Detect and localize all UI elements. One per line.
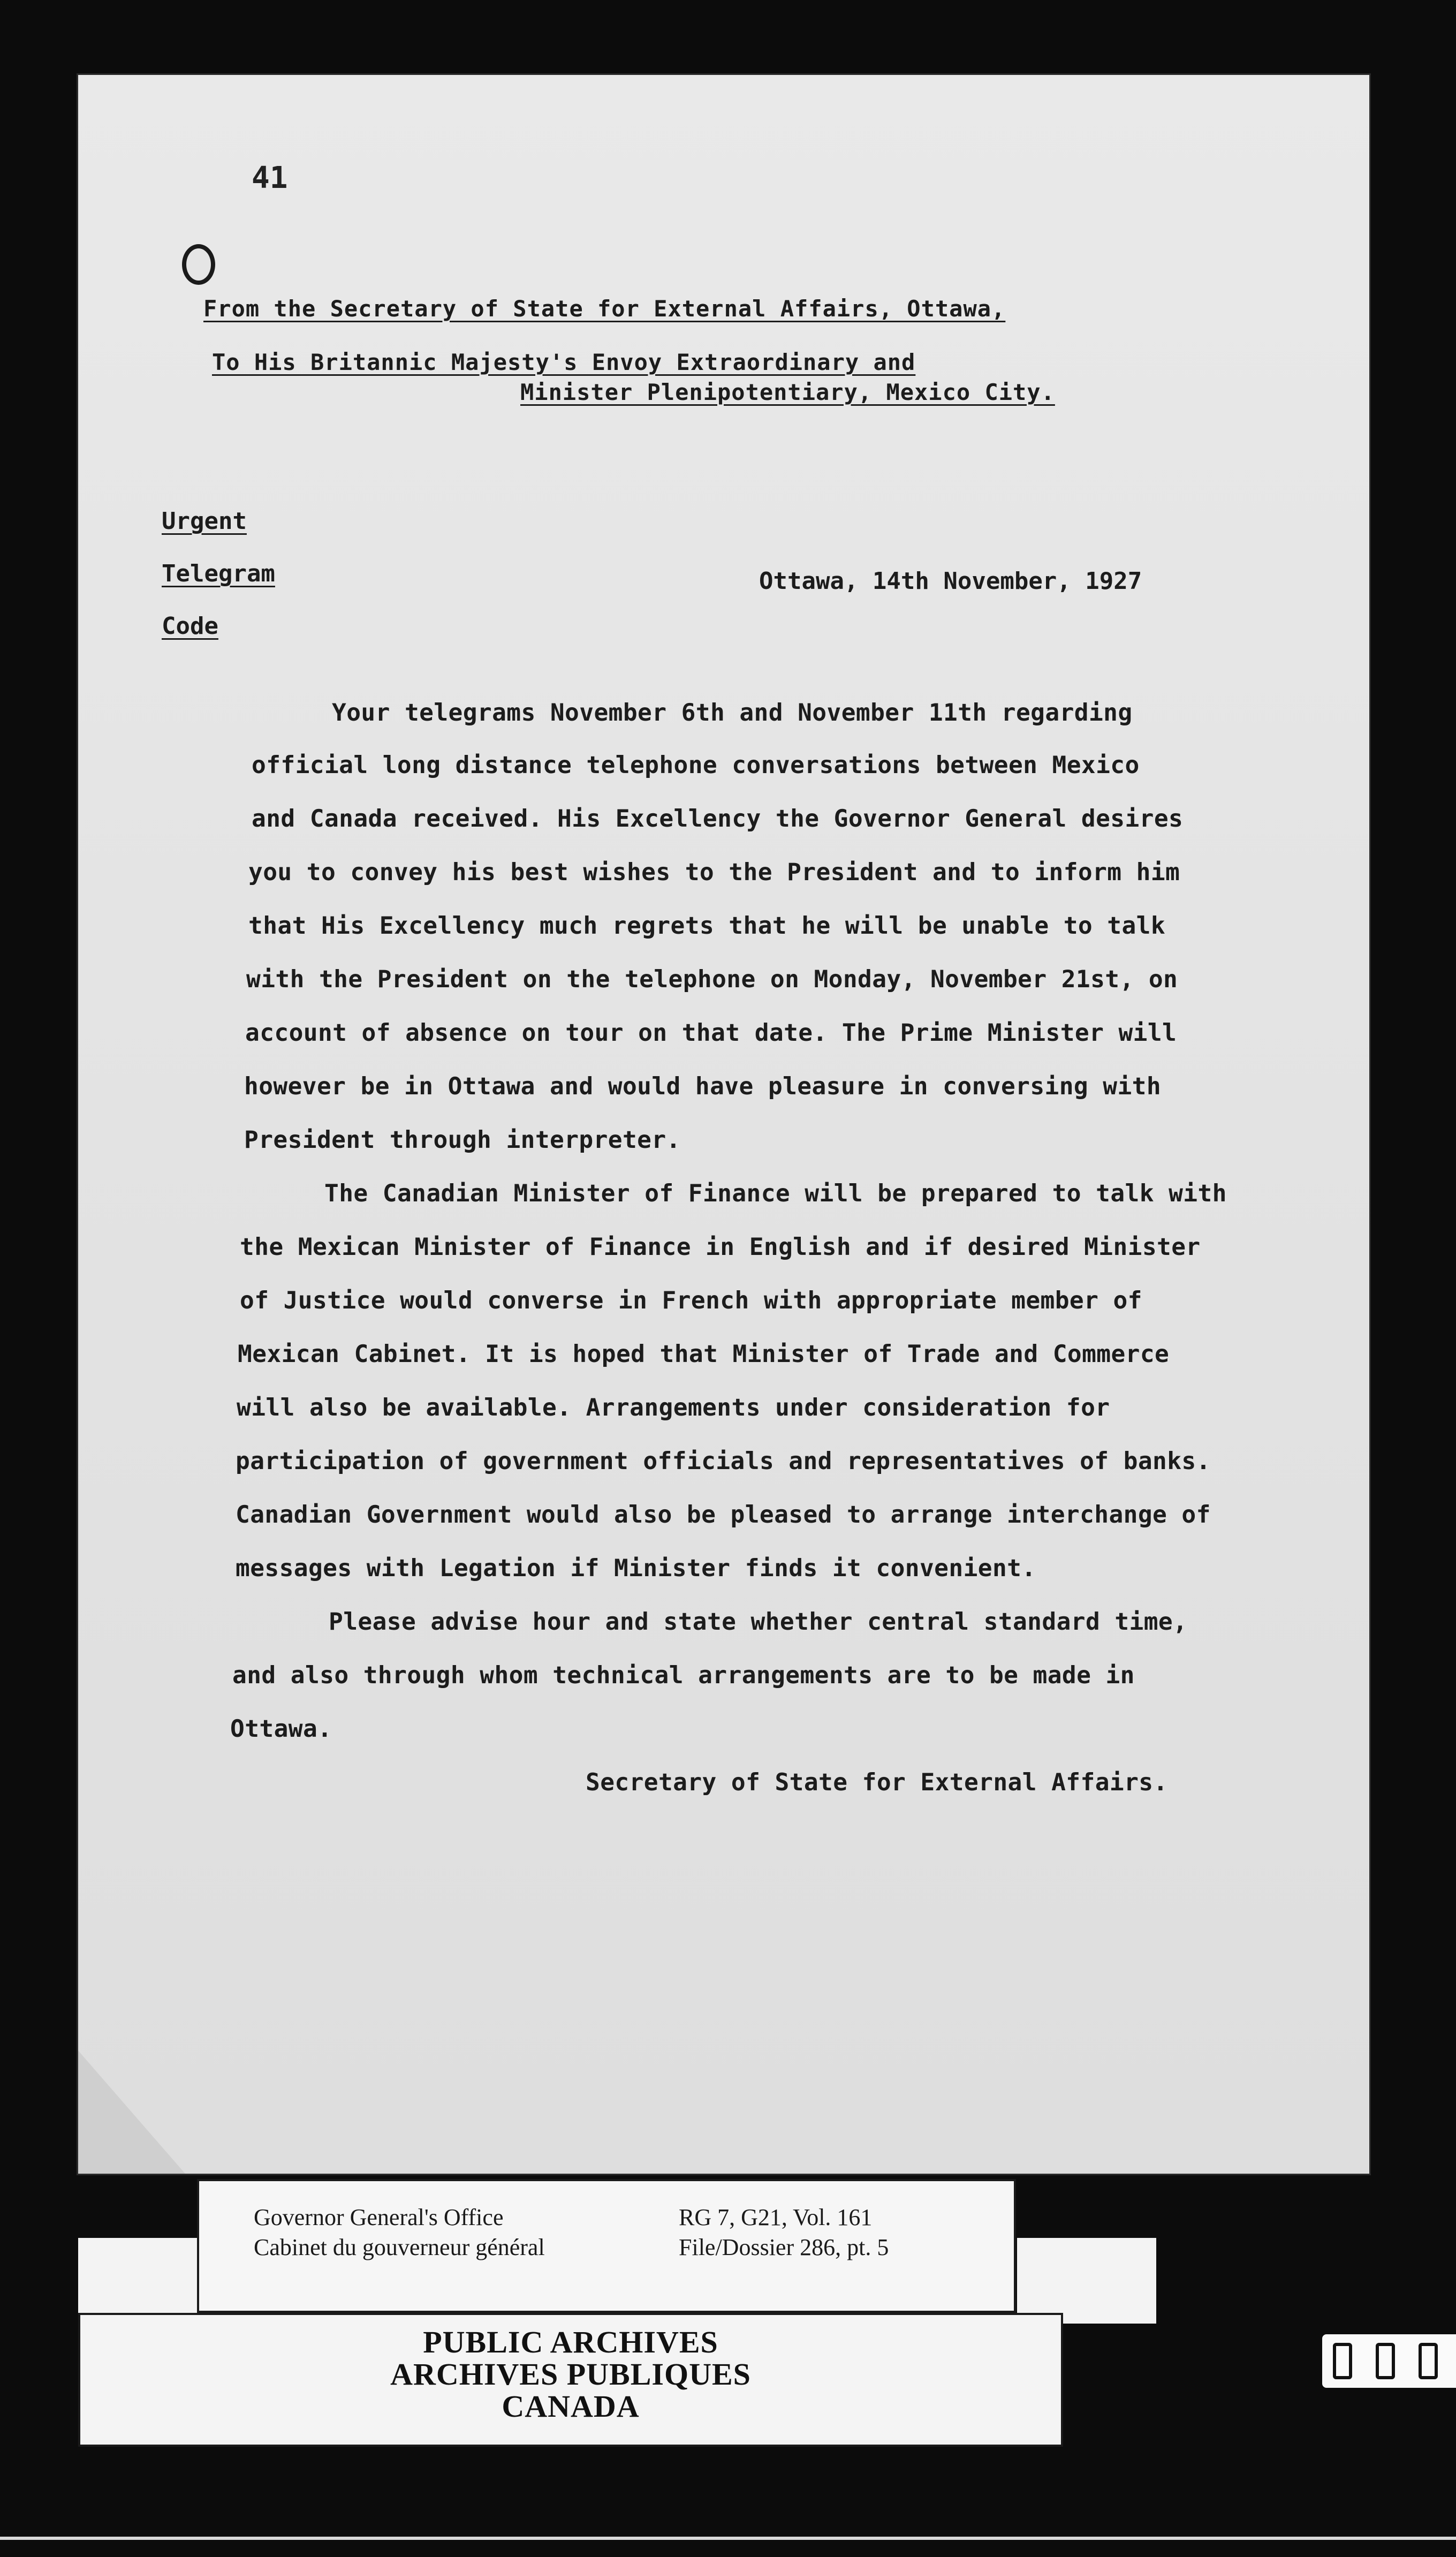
paragraph-2-line: The Canadian Minister of Finance will be prepared to talk with: [324, 1180, 1227, 1207]
paragraph-2-line: Canadian Government would also be pleased to arrange interchange of: [236, 1501, 1211, 1529]
paragraph-1-line: account of absence on tour on that date. The Prime Minister will: [245, 1019, 1177, 1047]
code-label: Code: [162, 612, 218, 640]
office-french: Cabinet du gouverneur général: [254, 2234, 545, 2260]
paragraph-2-line: messages with Legation if Minister finds it convenient.: [236, 1555, 1036, 1582]
urgent-label: Urgent: [162, 508, 247, 535]
paragraph-2-line: of Justice would converse in French with appropriate member of: [240, 1287, 1142, 1314]
ink-blot-mark: [182, 244, 215, 285]
heading-to-line-2: Minister Plenipotentiary, Mexico City.: [520, 379, 1055, 405]
signature-line: Secretary of State for External Affairs.: [586, 1769, 1168, 1796]
frame-digit-mark: [1376, 2343, 1395, 2379]
archive-reference: RG 7, G21, Vol. 161: [679, 2204, 873, 2230]
paragraph-1-line: however be in Ottawa and would have pleasure in conversing with: [244, 1073, 1162, 1100]
paragraph-3-line: and also through whom technical arrangements are to be made in: [232, 1662, 1135, 1689]
paragraph-2-line: the Mexican Minister of Finance in English and if desired Minister: [240, 1234, 1201, 1261]
frame-digit-mark: [1419, 2343, 1438, 2379]
archive-file: File/Dossier 286, pt. 5: [679, 2234, 889, 2260]
office-english: Governor General's Office: [254, 2204, 504, 2230]
paragraph-2-line: will also be available. Arrangements under consideration for: [237, 1394, 1110, 1421]
paragraph-1-line: with the President on the telephone on Monday, November 21st, on: [246, 966, 1178, 993]
paragraph-1-line: you to convey his best wishes to the President and to inform him: [248, 859, 1180, 886]
label-backing-right: [1017, 2238, 1156, 2324]
paragraph-1-line: President through interpreter.: [244, 1126, 681, 1154]
paragraph-1-line: and Canada received. His Excellency the Governor General desires: [252, 805, 1184, 833]
archives-french: ARCHIVES PUBLIQUES: [390, 2357, 751, 2392]
folded-corner: [78, 2051, 185, 2174]
date-line: Ottawa, 14th November, 1927: [759, 568, 1142, 595]
paragraph-1-line: official long distance telephone conversations between Mexico: [252, 752, 1140, 779]
paragraph-2-line: participation of government officials and representatives of banks.: [236, 1448, 1211, 1475]
paragraph-1-line: Your telegrams November 6th and November 11th regarding: [332, 699, 1133, 727]
archives-country: CANADA: [502, 2389, 640, 2424]
paragraph-1-line: that His Excellency much regrets that he will be unable to talk: [248, 912, 1166, 940]
paragraph-3-line: Ottawa.: [230, 1715, 332, 1743]
page-number: 41: [252, 161, 288, 195]
heading-to-line-1: To His Britannic Majesty's Envoy Extraordinary and: [212, 349, 916, 375]
frame-digit-mark: [1333, 2343, 1352, 2379]
paragraph-2-line: Mexican Cabinet. It is hoped that Minister of Trade and Commerce: [238, 1341, 1170, 1368]
paragraph-3-line: Please advise hour and state whether central standard time,: [329, 1608, 1188, 1636]
archives-english: PUBLIC ARCHIVES: [423, 2325, 718, 2359]
frame-number-marker: [1322, 2334, 1456, 2388]
film-edge: [0, 2537, 1456, 2540]
telegram-label: Telegram: [162, 560, 275, 587]
heading-from-line: From the Secretary of State for External Affairs, Ottawa,: [203, 296, 1006, 322]
